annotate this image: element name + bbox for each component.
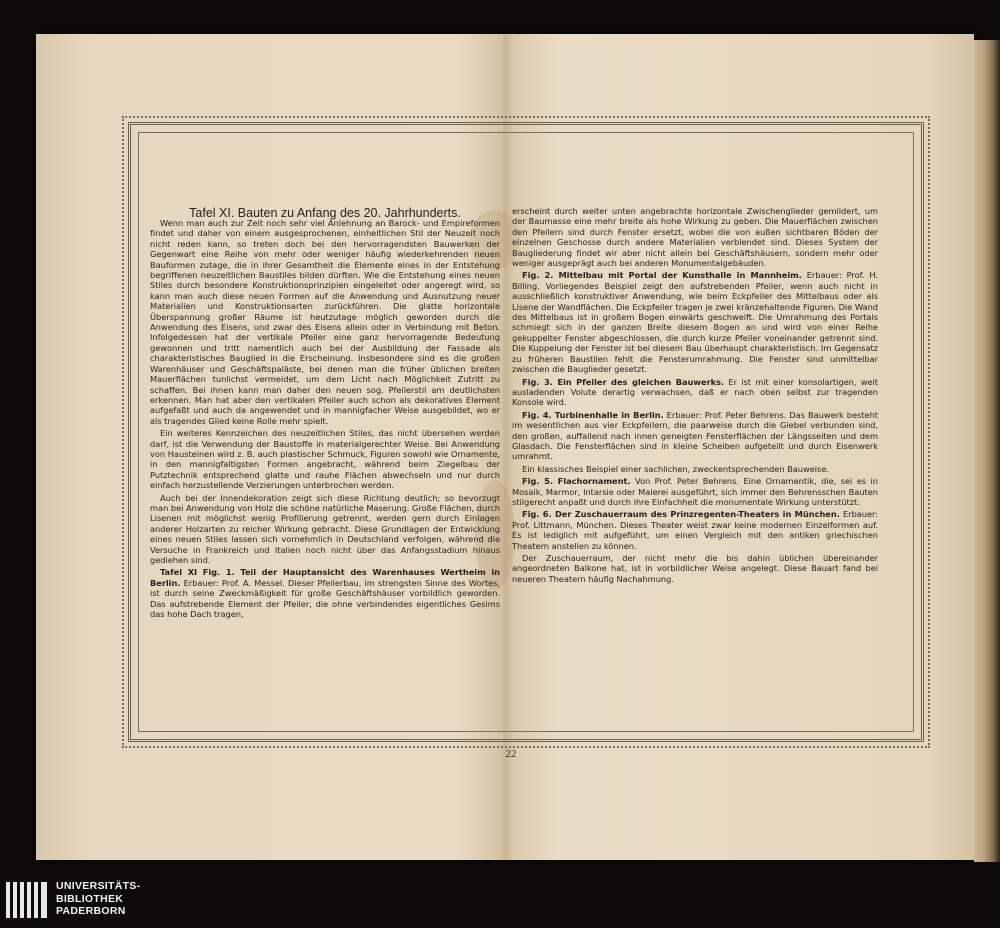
figure-caption bbox=[150, 567, 500, 619]
paragraph-text: Ein klassisches Beispiel einer sachlichen, zweckentsprechenden Bauweise. bbox=[522, 463, 829, 474]
caption-text: Erbauer: Prof. A. Messel. Dieser Pfeilerbau, im strengsten Sinne des Wortes, ist durch seine Zweckmäßigkeit für große Geschäftshäuser vorbildlich geworden. Das aufstrebende Element der Pfeiler, die ohne verbindendes eigentliches Gesims das hohe Dach tragen, bbox=[150, 577, 500, 620]
caption-text: Erbauer: Prof. Peter Behrens. Das Bauwerk besteht im wesentlichen aus vier Eckpfeilern, die paarweise durch die Giebel verbunden sind, den großen, auffallend nach innen geneigten Fensterflächen der Längsseiten und dem Glasdach. Die Fensterflächen sind in kleine Scheiben aufgeteilt und durch Eisenwerk umrahmt. bbox=[512, 409, 878, 462]
figure-caption bbox=[512, 410, 878, 462]
left-text-column bbox=[150, 218, 500, 621]
caption-label: Fig. 2. Mittelbau mit Portal der Kunsthalle in Mannheim. bbox=[522, 270, 802, 281]
caption-text: Erbauer: Prof. Littmann, München. Dieses Theater weist zwar keine modernen Einzelformen auf. Es ist lediglich mit aufgeführt, um einen Vergleich mit den antiken griechischen Theatern anstellen zu können. bbox=[512, 509, 878, 551]
figure-caption bbox=[512, 377, 878, 408]
caption-label: Tafel XI Fig. 1. Teil der Hauptansicht des Warenhauses Wertheim in Berlin. bbox=[150, 567, 500, 588]
page-number: 22 bbox=[505, 748, 517, 760]
paragraph: Auch bei der Innendekoration zeigt sich diese Richtung deutlich; so bevorzugt man bei Anwendung von Holz die schöne natürliche Maserung. Große Flächen, durch Lisenen mit möglichst wenig Profilierung getrennt, werden gern durch Einlagen anderer Holzarten zu reicher Wirkung gebracht. Diese Grundlagen der Entwicklung eines neuen Stiles lassen sich vornehmlich in Deutschland verfolgen, während die Versuche in Frankreich und Italien noch nicht über das Anfangsstadium hinaus gediehen sind. bbox=[150, 492, 500, 565]
logo-bars-icon bbox=[6, 882, 52, 918]
caption-text: Erbauer: Prof. H. Billing. Vorliegendes Beispiel zeigt den aufstrebenden Pfeiler, wenn auch nicht in ausschließlich konstruktiver Anwendung, wie beim Eckpfeiler des Mittelbaus oder als Lisene der Wandflächen. Die Eckpfeiler tragen je zwei kränzehaltende Figuren. Die Wand des Mittelbaus ist in großem Bogen einwärts geschweift. Die Umrahmung des Portals schmiegt sich in der ganzen Breite diesem Bogen an und wird von einer Reihe gekuppelter Fenster abgeschlossen, die durch kurze Pfeiler voneinander getrennt sind. Die Kuppelung der Fenster ist bei diesem Bau überhaupt charakteristisch. Im Gegensatz zu früheren Baustilen fehlt die Fensterumrahmung. Die Fenster sind unmittelbar zwischen die Bauglieder gesetzt. bbox=[512, 270, 878, 375]
caption-label: Fig. 3. Ein Pfeiler des gleichen Bauwerks. bbox=[522, 376, 725, 387]
paragraph: Wenn man auch zur Zeit noch sehr viel Anlehnung an Barock- und Empireformen findet und daher von einem ausgesprochenen, einheitlichen Stil der Neuzeit noch nicht reden kann, so treten doch bei den hervorragendsten Bauwerken der Gegenwart eine Reihe von mehr oder weniger häufig wiederkehrenden neuen Bauformen zutage, die in ihrer Gesamtheit die Elemente eines in der Entstehung begriffenen neuzeitlichen Baustiles bilden dürften. Wie die Entstehung eines neuen Stiles durch besondere Konstruktionsprinzipien eingeleitet oder angeregt wird, so kann man auch diese neuen Formen auf die Anwendung und Ausnutzung neuer Materialien und Konstruktionsarten zurückführen. Die glatte horizontale Überspannung großer Räume ist heutzutage möglich geworden durch die Anwendung des Eisens, und zwar des Eisens allein oder in Verbindung mit Beton. Infolgedessen hat der vertikale Pfeiler eine ganz hervorragende Bedeutung gewonnen und tritt namentlich auch bei der Ausbildung der Fassade als charakteristisches Bauglied in die Erscheinung. Insbesondere sind es die großen Warenhäuser und Geschäftspaläste, bei denen man die früher üblichen breiten Mauerflächen tunlichst vermeidet, um dem Licht nach Möglichkeit Zutritt zu schaffen. Bei ihnen kann man daher den neuen sog. Pfeilerstil am deutlichsten erkennen. Man hat aber den vertikalen Pfeiler auch schon als dekoratives Element aufgefaßt und auch da angewendet und in mannigfacher Weise ausgebildet, wo er als tragendes Glied keine Rolle mehr spielt. bbox=[150, 218, 500, 426]
caption-text: Von Prof. Peter Behrens. Eine Ornamentik, die, sei es in Mosaik, Marmor, Intarsie oder Malerei ausgeführt, sich immer den Behrensschen Bauten stilgerecht anpaßt und durch ihre Einfachheit die monumentale Wirkung unterstützt. bbox=[512, 476, 879, 507]
page-edge bbox=[974, 40, 1000, 862]
logo-text: UNIVERSITÄTS- BIBLIOTHEK PADERBORN bbox=[56, 880, 141, 917]
library-logo bbox=[6, 880, 186, 920]
caption-label: Fig. 6. Der Zuschauerraum des Prinzregenten-Theaters in München. bbox=[522, 509, 840, 520]
paragraph bbox=[512, 206, 878, 268]
figure-caption bbox=[512, 476, 878, 507]
paragraph: Ein weiteres Kennzeichen des neuzeitlichen Stiles, das nicht übersehen werden darf, ist die Verwendung der Baustoffe in materialgerechter Weise. Bei Anwendung von Hausteinen wird z. B. auch plastischer Schmuck, Figuren sowohl wie Ornamente, in den mannigfaltigsten Formen angebracht, während beim Ziegelbau der Putztechnik entsprechend glatte und rauhe Flächen abwechseln und nur durch einfach herzustellende Verzierungen unterbrochen werden. bbox=[150, 428, 500, 491]
paragraph bbox=[512, 464, 878, 474]
right-text-column bbox=[512, 206, 878, 586]
figure-caption bbox=[512, 270, 878, 374]
caption-label: Fig. 5. Flachornament. bbox=[522, 476, 631, 487]
figure-caption bbox=[512, 509, 878, 551]
paragraph-text: erscheint durch weiter unten angebrachte horizontale Zwischenglieder gemildert, um der Baumasse eine mehr breite als hohe Wirkung zu geben. Die Mauerflächen zwischen den Pfeilern sind durch Fenster ersetzt, wobei die von außen sichtbaren Böden der einzelnen Geschosse durch andere Materialien verblendet sind. Dieses System der Baugliederung findet wir aber nicht allein bei Geschäftshäusern, sondern mehr oder weniger ausgeprägt auch bei anderen Monumentalgebäuden. bbox=[512, 206, 878, 269]
caption-text: Er ist mit einer konsolartigen, weit ausladenden Volute derartig verwachsen, daß er nach oben selbst zur tragenden Konsole wird. bbox=[512, 376, 878, 408]
caption-label: Fig. 4. Turbinenhalle in Berlin. bbox=[522, 409, 664, 420]
paragraph-text: Der Zuschauerraum, der nicht mehr die bis dahin üblichen übereinander angeordneten Balkone hat, ist in vorbildlicher Weise angelegt. Diese Bauart fand bei neueren Theatern häufig Nachahmung. bbox=[512, 553, 878, 584]
paragraph bbox=[512, 553, 878, 584]
page-title: Tafel XI. Bauten zu Anfang des 20. Jahrhunderts. bbox=[189, 206, 461, 220]
